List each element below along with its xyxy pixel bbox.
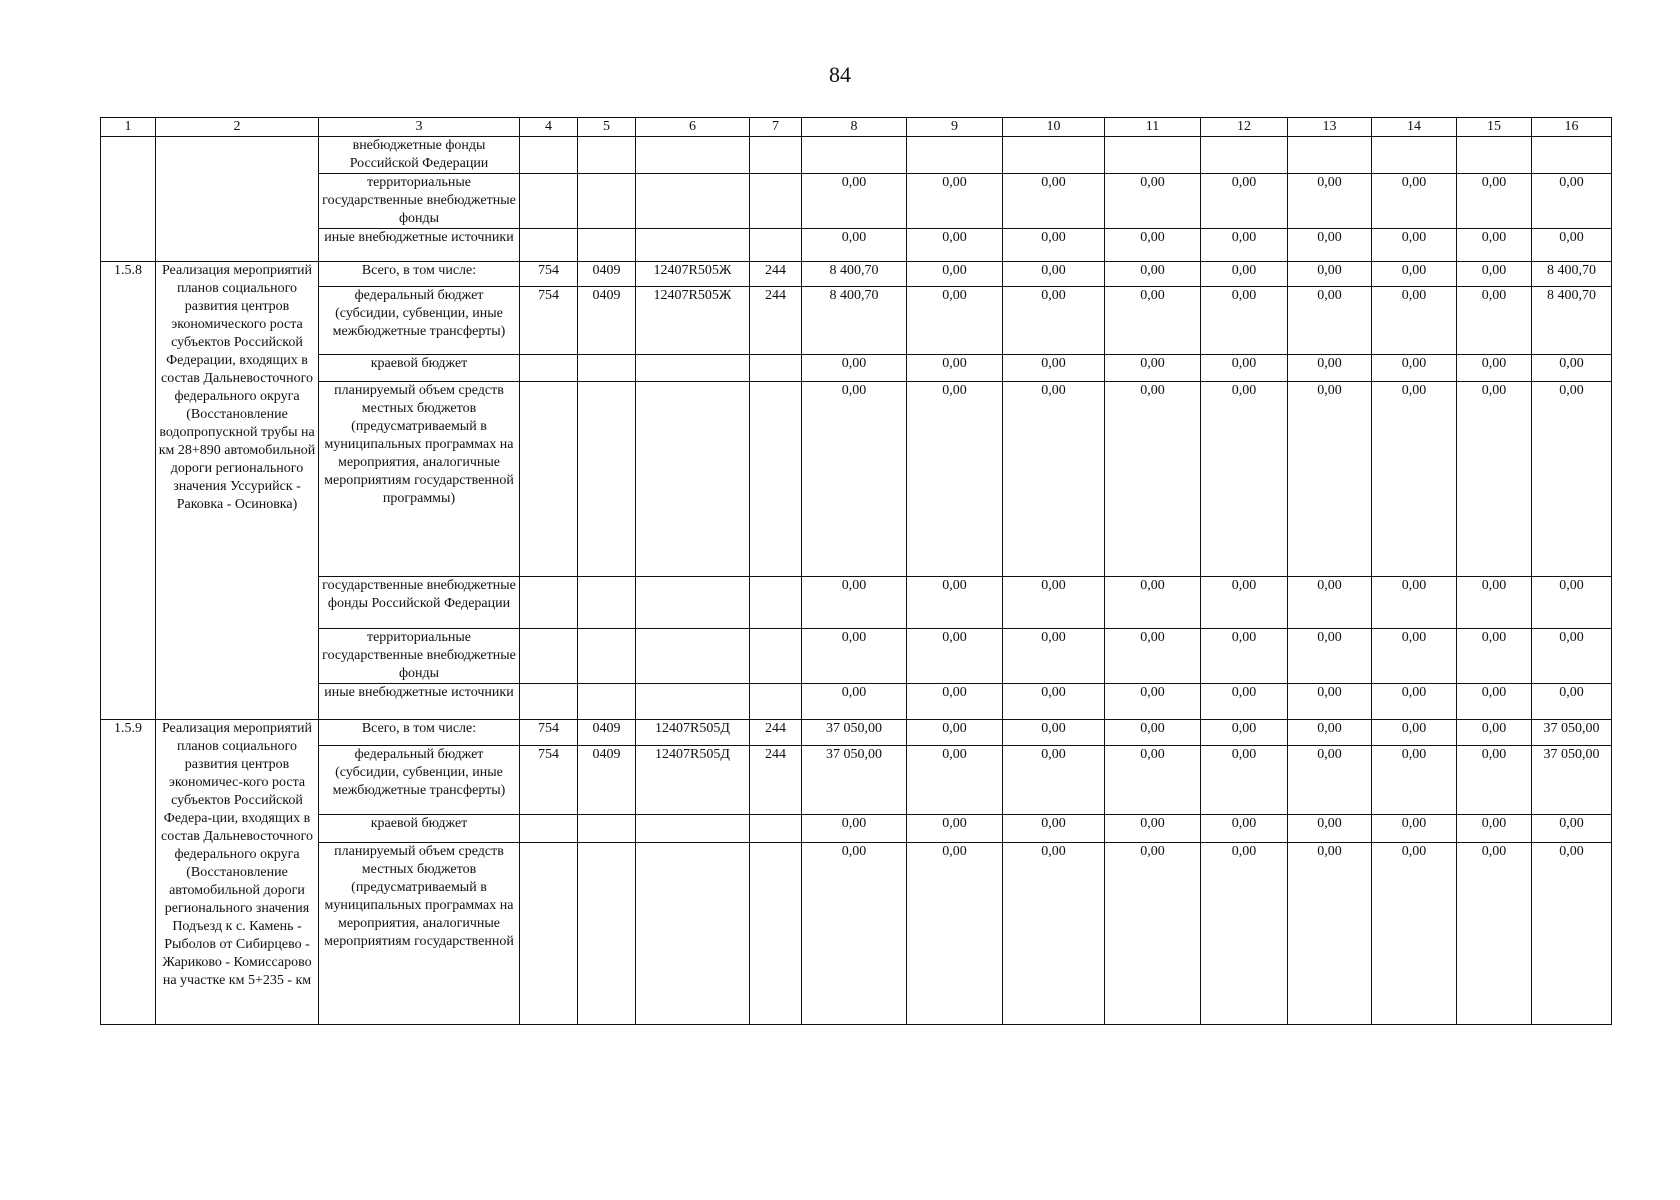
amount-cell: 0,00 [907, 262, 1003, 287]
amount-cell: 0,00 [1457, 287, 1532, 355]
amount-cell: 0,00 [802, 382, 907, 577]
funding-source-cell: федеральный бюджет (субсидии, субвенции, иные межбюджетные трансферты) [319, 746, 520, 815]
kbk-csr-cell [636, 843, 750, 1025]
amount-cell: 0,00 [1372, 746, 1457, 815]
amount-cell: 0,00 [1288, 382, 1372, 577]
table-row [101, 815, 1612, 843]
amount-cell: 0,00 [1457, 174, 1532, 229]
amount-cell: 0,00 [1201, 287, 1288, 355]
col-header: 16 [1532, 118, 1612, 137]
table-row [101, 262, 1612, 287]
kbk-csr-cell [636, 137, 750, 174]
amount-cell: 0,00 [1288, 174, 1372, 229]
amount-cell: 0,00 [1105, 629, 1201, 684]
table-row [101, 629, 1612, 684]
table-row [101, 720, 1612, 746]
funding-source-cell: территориальные государственные внебюджетные фонды [319, 174, 520, 229]
amount-cell: 0,00 [1105, 684, 1201, 720]
amount-cell: 0,00 [802, 843, 907, 1025]
kbk-rzpr-cell: 0409 [578, 746, 636, 815]
amount-cell [1457, 137, 1532, 174]
kbk-rzpr-cell [578, 815, 636, 843]
kbk-vr-cell [750, 815, 802, 843]
kbk-csr-cell [636, 355, 750, 382]
amount-cell: 0,00 [1457, 229, 1532, 262]
amount-cell: 0,00 [1201, 262, 1288, 287]
table-row [101, 684, 1612, 720]
amount-cell: 0,00 [1532, 382, 1612, 577]
col-header: 3 [319, 118, 520, 137]
kbk-csr-cell [636, 684, 750, 720]
amount-cell: 0,00 [907, 720, 1003, 746]
amount-cell [1372, 137, 1457, 174]
amount-cell: 0,00 [1003, 577, 1105, 629]
amount-cell: 0,00 [1372, 629, 1457, 684]
amount-cell: 0,00 [1105, 746, 1201, 815]
kbk-gryos-cell [520, 355, 578, 382]
amount-cell: 0,00 [1532, 684, 1612, 720]
kbk-vr-cell [750, 174, 802, 229]
amount-cell: 0,00 [1105, 815, 1201, 843]
amount-cell: 0,00 [1532, 229, 1612, 262]
funding-source-cell: краевой бюджет [319, 815, 520, 843]
amount-cell [1532, 137, 1612, 174]
amount-cell [1105, 137, 1201, 174]
col-header: 4 [520, 118, 578, 137]
kbk-rzpr-cell [578, 843, 636, 1025]
kbk-vr-cell [750, 843, 802, 1025]
amount-cell [802, 137, 907, 174]
amount-cell: 0,00 [1457, 815, 1532, 843]
amount-cell: 0,00 [1003, 174, 1105, 229]
col-header: 5 [578, 118, 636, 137]
amount-cell: 0,00 [1532, 629, 1612, 684]
amount-cell: 8 400,70 [1532, 287, 1612, 355]
amount-cell: 0,00 [1105, 229, 1201, 262]
amount-cell: 0,00 [1201, 815, 1288, 843]
amount-cell: 0,00 [1003, 746, 1105, 815]
kbk-rzpr-cell [578, 382, 636, 577]
amount-cell: 0,00 [1105, 577, 1201, 629]
amount-cell: 0,00 [1372, 355, 1457, 382]
kbk-rzpr-cell [578, 174, 636, 229]
amount-cell: 0,00 [1288, 843, 1372, 1025]
amount-cell: 0,00 [1288, 355, 1372, 382]
amount-cell: 8 400,70 [1532, 262, 1612, 287]
kbk-vr-cell [750, 137, 802, 174]
item-number-cell: 1.5.8 [101, 262, 156, 720]
amount-cell: 0,00 [1201, 746, 1288, 815]
amount-cell: 37 050,00 [802, 720, 907, 746]
table-row [101, 137, 1612, 174]
kbk-gryos-cell: 754 [520, 746, 578, 815]
funding-source-cell: Всего, в том числе: [319, 720, 520, 746]
amount-cell: 0,00 [1288, 229, 1372, 262]
amount-cell: 0,00 [1457, 684, 1532, 720]
amount-cell [1288, 137, 1372, 174]
kbk-gryos-cell: 754 [520, 262, 578, 287]
table-row [101, 843, 1612, 1025]
amount-cell: 0,00 [1288, 262, 1372, 287]
amount-cell: 0,00 [802, 815, 907, 843]
kbk-gryos-cell: 754 [520, 720, 578, 746]
amount-cell: 0,00 [802, 229, 907, 262]
amount-cell: 0,00 [1372, 382, 1457, 577]
funding-source-cell: государственные внебюджетные фонды Российской Федерации [319, 577, 520, 629]
amount-cell: 0,00 [1003, 229, 1105, 262]
amount-cell: 8 400,70 [802, 262, 907, 287]
funding-source-cell: планируемый объем средств местных бюджетов (предусматриваемый в муниципальных программах на мероприятия, аналогичные мероприятиям государственной [319, 843, 520, 1025]
kbk-rzpr-cell [578, 137, 636, 174]
kbk-gryos-cell [520, 629, 578, 684]
col-header: 1 [101, 118, 156, 137]
amount-cell: 0,00 [1288, 815, 1372, 843]
kbk-vr-cell [750, 577, 802, 629]
kbk-csr-cell: 12407R505Ж [636, 262, 750, 287]
kbk-gryos-cell [520, 137, 578, 174]
amount-cell: 0,00 [802, 684, 907, 720]
amount-cell: 0,00 [802, 174, 907, 229]
amount-cell: 0,00 [1457, 355, 1532, 382]
amount-cell: 8 400,70 [802, 287, 907, 355]
item-number-cell [101, 137, 156, 262]
amount-cell: 37 050,00 [802, 746, 907, 815]
amount-cell: 0,00 [1003, 629, 1105, 684]
amount-cell: 0,00 [1201, 684, 1288, 720]
amount-cell: 0,00 [1003, 287, 1105, 355]
table-row [101, 746, 1612, 815]
amount-cell: 0,00 [1105, 287, 1201, 355]
kbk-rzpr-cell [578, 577, 636, 629]
amount-cell: 0,00 [1532, 174, 1612, 229]
amount-cell: 0,00 [1372, 577, 1457, 629]
col-header: 2 [156, 118, 319, 137]
kbk-gryos-cell [520, 577, 578, 629]
col-header: 15 [1457, 118, 1532, 137]
page-number: 84 [829, 62, 851, 87]
amount-cell: 0,00 [1372, 174, 1457, 229]
amount-cell: 0,00 [1003, 355, 1105, 382]
amount-cell: 0,00 [1003, 684, 1105, 720]
amount-cell: 0,00 [1201, 174, 1288, 229]
kbk-vr-cell [750, 229, 802, 262]
amount-cell: 0,00 [907, 629, 1003, 684]
amount-cell: 0,00 [907, 229, 1003, 262]
kbk-csr-cell: 12407R505Д [636, 720, 750, 746]
kbk-gryos-cell [520, 229, 578, 262]
funding-source-cell: краевой бюджет [319, 355, 520, 382]
amount-cell [907, 137, 1003, 174]
table-row [101, 229, 1612, 262]
kbk-vr-cell: 244 [750, 262, 802, 287]
table-row [101, 174, 1612, 229]
amount-cell: 0,00 [1532, 577, 1612, 629]
col-header: 7 [750, 118, 802, 137]
amount-cell: 0,00 [1288, 577, 1372, 629]
amount-cell: 0,00 [1372, 720, 1457, 746]
kbk-vr-cell [750, 629, 802, 684]
kbk-vr-cell [750, 382, 802, 577]
kbk-gryos-cell: 754 [520, 287, 578, 355]
amount-cell: 0,00 [1372, 287, 1457, 355]
amount-cell: 0,00 [1288, 720, 1372, 746]
kbk-csr-cell [636, 382, 750, 577]
kbk-vr-cell: 244 [750, 720, 802, 746]
amount-cell: 0,00 [1105, 382, 1201, 577]
amount-cell: 0,00 [1003, 382, 1105, 577]
kbk-rzpr-cell [578, 229, 636, 262]
amount-cell: 0,00 [907, 843, 1003, 1025]
amount-cell: 0,00 [1288, 287, 1372, 355]
amount-cell: 0,00 [907, 287, 1003, 355]
kbk-vr-cell [750, 684, 802, 720]
amount-cell: 0,00 [802, 629, 907, 684]
amount-cell: 0,00 [907, 174, 1003, 229]
amount-cell: 0,00 [1003, 843, 1105, 1025]
col-header: 12 [1201, 118, 1288, 137]
col-header: 8 [802, 118, 907, 137]
table-row [101, 577, 1612, 629]
amount-cell: 0,00 [1457, 720, 1532, 746]
amount-cell: 0,00 [1201, 720, 1288, 746]
column-number-row [101, 118, 1612, 137]
amount-cell: 0,00 [1201, 382, 1288, 577]
kbk-csr-cell [636, 629, 750, 684]
amount-cell: 0,00 [1201, 843, 1288, 1025]
amount-cell: 0,00 [1457, 262, 1532, 287]
amount-cell: 0,00 [1457, 577, 1532, 629]
amount-cell: 0,00 [1201, 629, 1288, 684]
table-body [101, 118, 1612, 1025]
kbk-rzpr-cell: 0409 [578, 262, 636, 287]
funding-source-cell: планируемый объем средств местных бюджетов (предусматриваемый в муниципальных программах на мероприятия, аналогичные мероприятиям государственной программы) [319, 382, 520, 577]
amount-cell: 0,00 [1532, 815, 1612, 843]
amount-cell: 0,00 [1457, 382, 1532, 577]
col-header: 11 [1105, 118, 1201, 137]
kbk-vr-cell: 244 [750, 287, 802, 355]
kbk-rzpr-cell: 0409 [578, 287, 636, 355]
amount-cell [1201, 137, 1288, 174]
amount-cell: 0,00 [1288, 684, 1372, 720]
amount-cell: 0,00 [1457, 843, 1532, 1025]
kbk-gryos-cell [520, 684, 578, 720]
kbk-csr-cell [636, 174, 750, 229]
item-number-cell: 1.5.9 [101, 720, 156, 1025]
funding-source-cell: иные внебюджетные источники [319, 229, 520, 262]
kbk-gryos-cell [520, 382, 578, 577]
amount-cell: 0,00 [1105, 174, 1201, 229]
amount-cell: 0,00 [1372, 229, 1457, 262]
col-header: 10 [1003, 118, 1105, 137]
amount-cell: 0,00 [802, 355, 907, 382]
amount-cell: 0,00 [1003, 262, 1105, 287]
kbk-gryos-cell [520, 843, 578, 1025]
amount-cell: 0,00 [907, 815, 1003, 843]
table-row [101, 382, 1612, 577]
kbk-vr-cell [750, 355, 802, 382]
table-row [101, 355, 1612, 382]
kbk-csr-cell [636, 577, 750, 629]
amount-cell: 0,00 [802, 577, 907, 629]
amount-cell: 0,00 [1532, 843, 1612, 1025]
amount-cell: 0,00 [907, 746, 1003, 815]
kbk-csr-cell [636, 229, 750, 262]
funding-source-cell: иные внебюджетные источники [319, 684, 520, 720]
kbk-csr-cell: 12407R505Д [636, 746, 750, 815]
item-name-cell [156, 137, 319, 262]
col-header: 13 [1288, 118, 1372, 137]
amount-cell: 0,00 [1372, 843, 1457, 1025]
table-row [101, 287, 1612, 355]
amount-cell: 0,00 [1003, 720, 1105, 746]
amount-cell: 0,00 [1105, 262, 1201, 287]
kbk-rzpr-cell [578, 684, 636, 720]
amount-cell: 0,00 [1105, 355, 1201, 382]
amount-cell: 0,00 [1532, 355, 1612, 382]
kbk-gryos-cell [520, 174, 578, 229]
funding-source-cell: территориальные государственные внебюджетные фонды [319, 629, 520, 684]
amount-cell: 37 050,00 [1532, 720, 1612, 746]
amount-cell: 0,00 [1457, 629, 1532, 684]
funding-source-cell: внебюджетные фонды Российской Федерации [319, 137, 520, 174]
col-header: 14 [1372, 118, 1457, 137]
kbk-rzpr-cell [578, 355, 636, 382]
amount-cell: 0,00 [907, 684, 1003, 720]
amount-cell: 0,00 [1003, 815, 1105, 843]
budget-table [100, 117, 1612, 1025]
kbk-gryos-cell [520, 815, 578, 843]
amount-cell: 0,00 [1372, 815, 1457, 843]
amount-cell: 37 050,00 [1532, 746, 1612, 815]
item-name-cell: Реализация мероприятий планов социального развития центров экономичес-кого роста субъектов Российской Федера-ции, входящих в состав Дальневосточного федерального округа (Восстановление автомобильной дороги регионального значения Подъезд к с. Камень - Рыболов от Сибирцево - Жариково - Комиссарово на участке км 5+235 - км [156, 720, 319, 1025]
amount-cell: 0,00 [907, 577, 1003, 629]
amount-cell [1003, 137, 1105, 174]
amount-cell: 0,00 [1288, 629, 1372, 684]
col-header: 9 [907, 118, 1003, 137]
kbk-rzpr-cell: 0409 [578, 720, 636, 746]
amount-cell: 0,00 [1201, 229, 1288, 262]
kbk-csr-cell: 12407R505Ж [636, 287, 750, 355]
amount-cell: 0,00 [1105, 843, 1201, 1025]
amount-cell: 0,00 [907, 382, 1003, 577]
funding-source-cell: Всего, в том числе: [319, 262, 520, 287]
funding-source-cell: федеральный бюджет (субсидии, субвенции, иные межбюджетные трансферты) [319, 287, 520, 355]
amount-cell: 0,00 [1201, 355, 1288, 382]
amount-cell: 0,00 [1372, 262, 1457, 287]
col-header: 6 [636, 118, 750, 137]
item-name-cell: Реализация мероприятий планов социального развития центров экономического роста субъектов Российской Федерации, входящих в состав Дальневосточного федерального округа (Восстановление водопропускной трубы на км 28+890 автомобильной дороги регионального значения Уссурийск - Раковка - Осиновка) [156, 262, 319, 720]
kbk-vr-cell: 244 [750, 746, 802, 815]
kbk-csr-cell [636, 815, 750, 843]
amount-cell: 0,00 [1288, 746, 1372, 815]
amount-cell: 0,00 [1105, 720, 1201, 746]
amount-cell: 0,00 [1201, 577, 1288, 629]
amount-cell: 0,00 [907, 355, 1003, 382]
kbk-rzpr-cell [578, 629, 636, 684]
amount-cell: 0,00 [1457, 746, 1532, 815]
amount-cell: 0,00 [1372, 684, 1457, 720]
